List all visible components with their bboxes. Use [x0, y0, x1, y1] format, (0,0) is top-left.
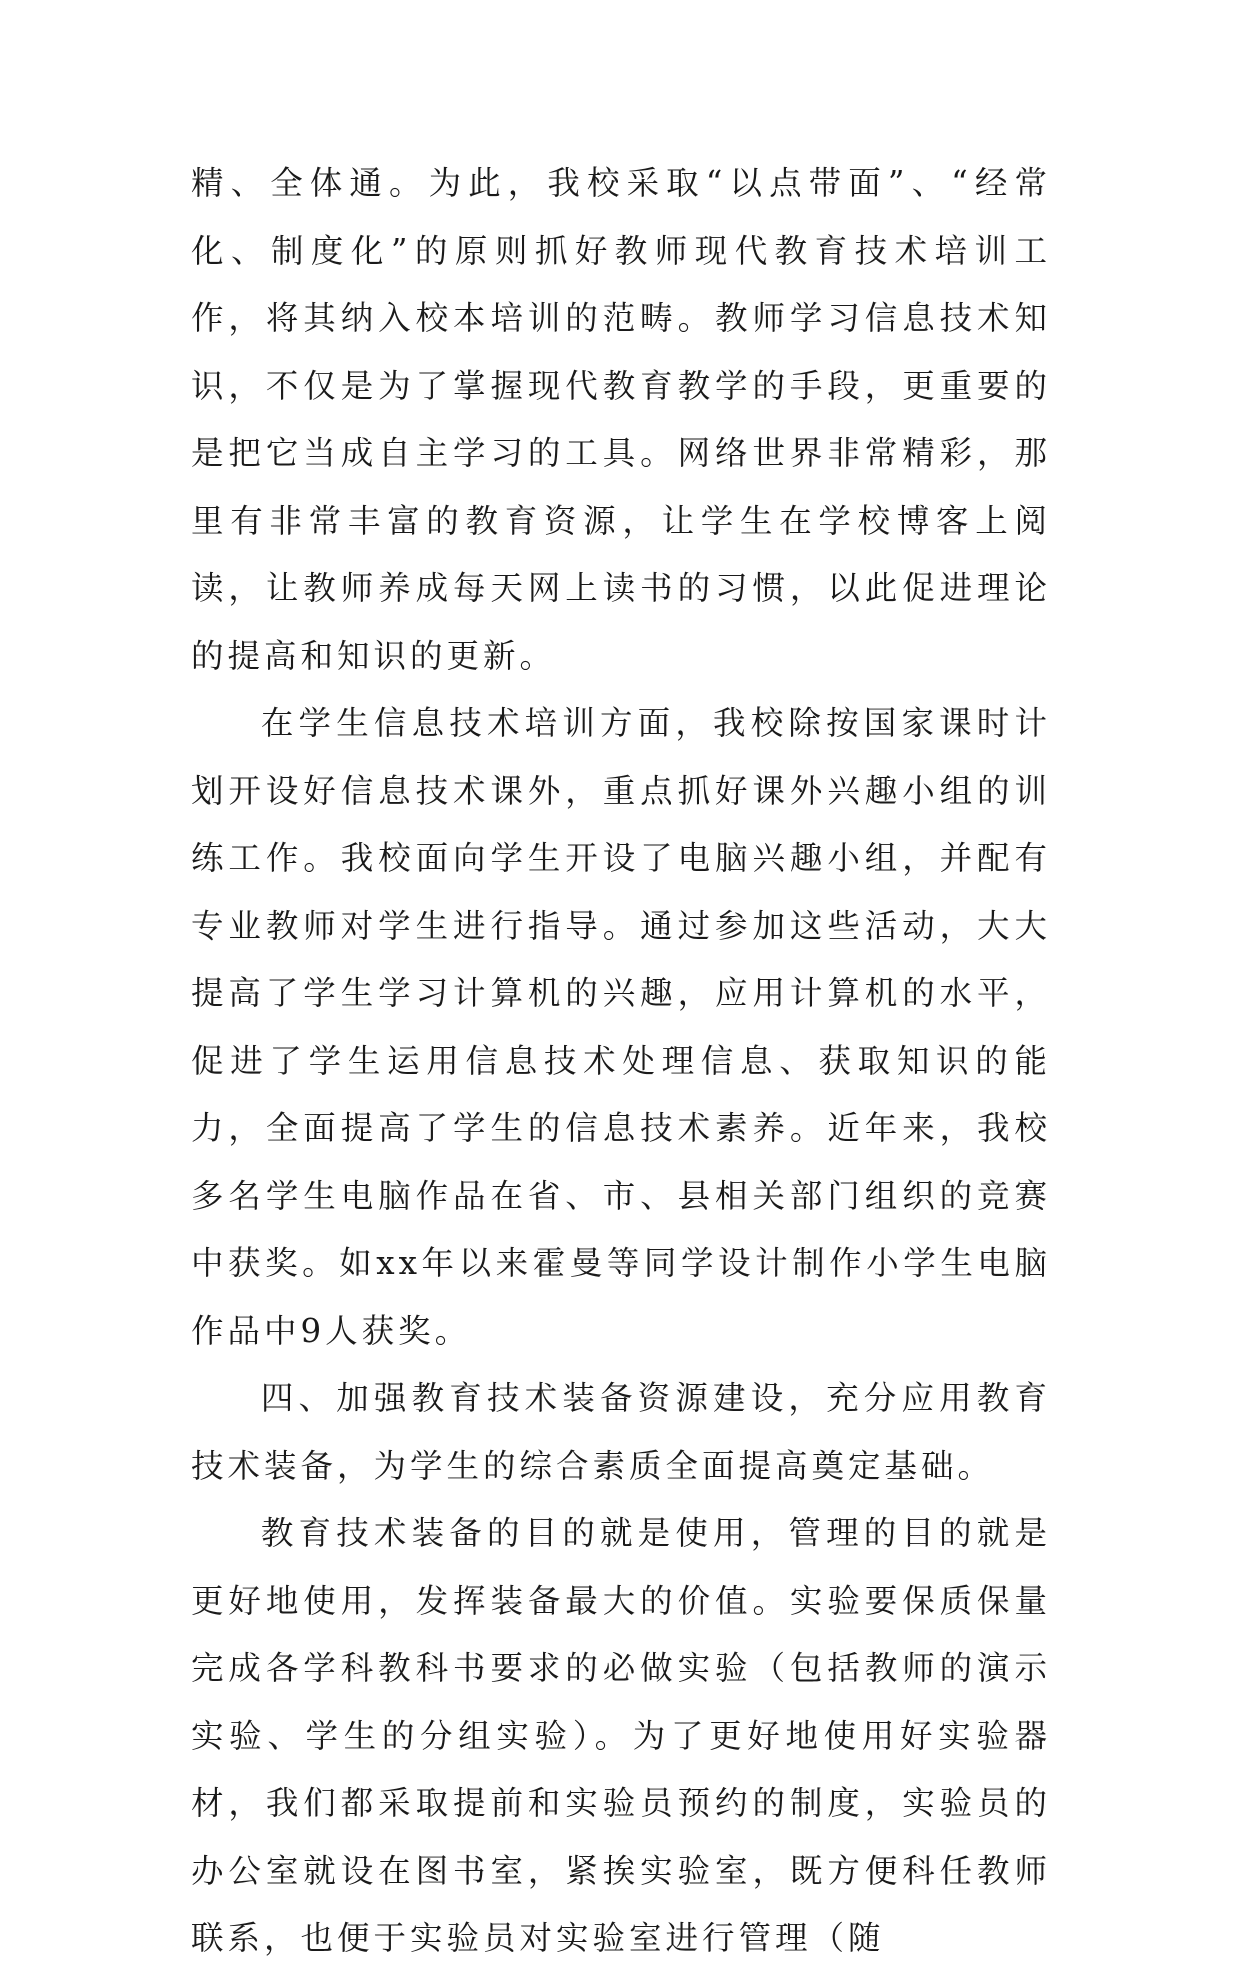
paragraph-1: 精、全体通。为此，我校采取“以点带面”、“经常化、制度化”的原则抓好教师现代教育技术培训工作，将其纳入校本培训的范畴。教师学习信息技术知识，不仅是为了掌握现代教育教学的手段，更重要的是把它当成自主学习的工具。网络世界非常精彩，那里有非常丰富的教育资源，让学生在学校博客上阅读，让教师养成每天网上读书的习惯，以此促进理论的提高和知识的更新。	[191, 164, 1051, 675]
paragraph-4: 教育技术装备的目的就是使用，管理的目的就是更好地使用，发挥装备最大的价值。实验要保质保量完成各学科教科书要求的必做实验（包括教师的演示实验、学生的分组实验）。为了更好地使用好实验器材，我们都采取提前和实验员预约的制度，实验员的办公室就设在图书室，紧挨实验室，既方便科任教师联系，也便于实验员对实验室进行管理（随	[191, 1514, 1051, 1957]
paragraph-2: 在学生信息技术培训方面，我校除按国家课时计划开设好信息技术课外，重点抓好课外兴趣小组的训练工作。我校面向学生开设了电脑兴趣小组，并配有专业教师对学生进行指导。通过参加这些活动，大大提高了学生学习计算机的兴趣，应用计算机的水平，促进了学生运用信息技术处理信息、获取知识的能力，全面提高了学生的信息技术素养。近年来，我校多名学生电脑作品在省、市、县相关部门组织的竞赛中获奖。如xx年以来霍曼等同学设计制作小学生电脑作品中9人获奖。	[191, 704, 1051, 1350]
document-body	[191, 150, 1051, 1973]
paragraph-3: 四、加强教育技术装备资源建设，充分应用教育技术装备，为学生的综合素质全面提高奠定基础。	[191, 1379, 1051, 1485]
